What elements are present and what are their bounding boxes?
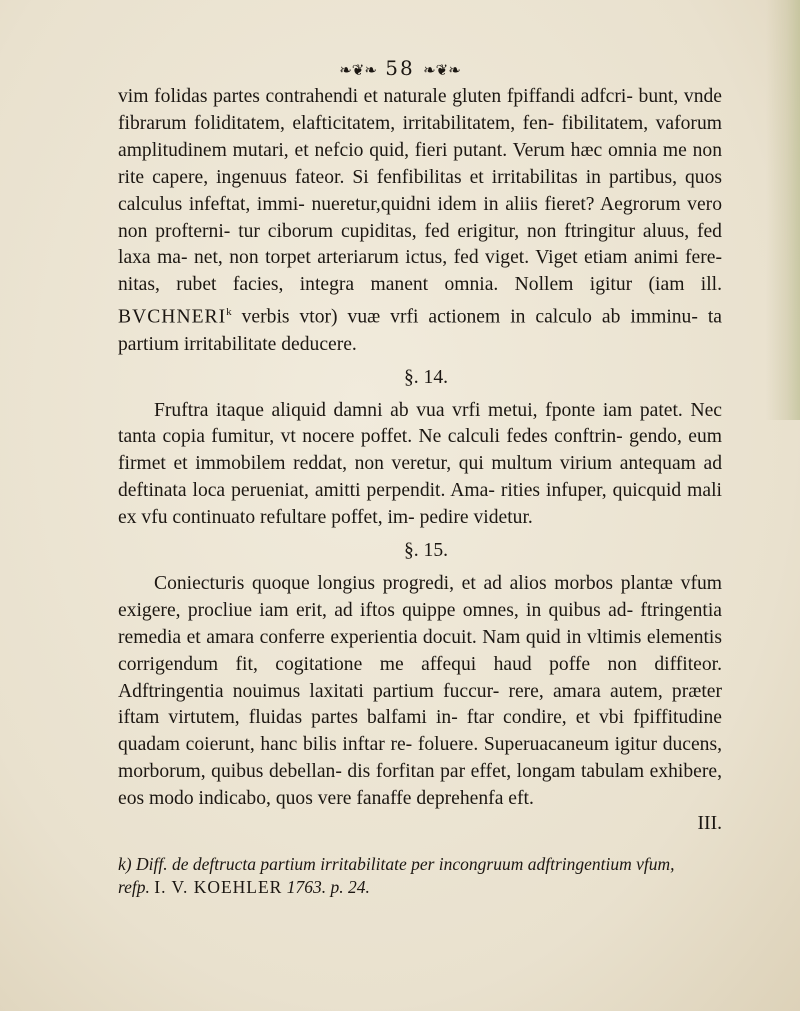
text-line: fibilitatem, vaforum amplitudinem mutari, et nefcio quid, fieri — [118, 112, 722, 161]
text-line: tur ciborum cupiditas, fed erigitur, non ftringitur aluus, fed laxa ma- — [118, 220, 722, 269]
text-line: foluere. Superuacaneum igitur ducens, morborum, quibus debellan- — [118, 734, 723, 783]
text-line: poffe non diffiteor. Adftringentia nouimus laxitati partium fuccur- — [118, 653, 722, 702]
text-line: net, non torpet arteriarum ictus, fed viget. Viget etiam animi fere- — [193, 247, 722, 269]
text-line: rities infuper, quicquid mali ex vfu continuato refultare poffet, im- — [118, 480, 722, 529]
text-line: ftar condire, et vbi fpiffitudine quadam coierunt, hanc bilis inftar re- — [118, 707, 722, 756]
section-heading-15: §. 15. — [403, 540, 449, 562]
text-line: verbis vtor) vuæ vrfi actionem in calculo ab imminu- — [241, 306, 698, 328]
footnote-author: I. V. KOEHLER — [154, 877, 283, 897]
text-line: in vltimis elementis corrigendum fit, cogitatione me affequi haud — [118, 626, 723, 675]
text-line: bunt, vnde fibrarum foliditatem, elafticitatem, irritabilitatem, fen- — [118, 86, 722, 134]
text-line: nitas, rubet facies, integra manent omnia. Nollem igitur (iam ill. — [118, 274, 722, 296]
section-heading-14: §. 14. — [403, 366, 449, 388]
text-line: vfum exigere, procliue iam erit, ad iftos quippe omnes, in quibus ad- — [118, 572, 722, 621]
text-line: quos vere fanaffe deprehenfa eft. — [275, 788, 534, 810]
text-line: virium antequam ad deftinata loca perueniat, amitti perpendit. Ama- — [118, 453, 722, 502]
paragraph-3 — [118, 571, 722, 813]
footnote-marker: k — [226, 306, 232, 319]
page-header — [0, 56, 800, 80]
paragraph-2 — [118, 398, 722, 533]
text-line: ta partium irritabilitate deducere. — [118, 306, 722, 355]
ornament-left: ❧❦❧ — [339, 61, 377, 79]
page-number: 58 — [385, 56, 415, 80]
text-line: ftringentia remedia et amara conferre experientia docuit. Nam quid — [118, 599, 722, 648]
author-name: BVCHNERI — [118, 306, 227, 328]
text-line: Si fenfibilitas et irritabilitas in partibus, quos calculus infeftat, immi- — [118, 166, 722, 215]
footnote-line-2: refp. I. V. KOEHLER 1763. p. 24. — [118, 877, 370, 897]
text-line: putant. Verum hæc omnia me non rite capere, ingenuus fateor. — [118, 139, 722, 188]
text-line: dis forfitan par effet, longam tabulam exhibere, eos modo indicabo, — [118, 761, 722, 810]
catchword: III. — [697, 813, 722, 835]
paragraph-1 — [118, 84, 722, 359]
footnote-line-1: k) Diff. de deftructa partium irritabilitate per incongruum adftringentium vfum, — [118, 854, 675, 874]
text-line: gendo, eum firmet et immobilem reddat, non veretur, qui multum — [118, 426, 723, 475]
text-line: vim folidas partes contrahendi et naturale gluten fpiffandi adfcri- — [118, 86, 633, 107]
main-text — [118, 84, 722, 835]
text-line: rere, amara autem, præter iftam virtutem, fluidas partes balfami in- — [118, 680, 722, 729]
ornament-right: ❧❦❧ — [423, 61, 461, 79]
text-line: nueretur,quidni idem in aliis fieret? Aegrorum vero non profterni- — [118, 193, 722, 242]
text-line: Nec tanta copia fumitur, vt nocere poffet. Ne calculi fedes conftrin- — [118, 399, 722, 448]
text-line: Coniecturis quoque longius progredi, et ad alios morbos plantæ — [154, 572, 673, 594]
text-line: Fruftra itaque aliquid damni ab vua vrfi metui, fponte iam patet. — [154, 399, 683, 421]
text-line: pedire videtur. — [419, 507, 533, 529]
footnote — [118, 853, 728, 899]
